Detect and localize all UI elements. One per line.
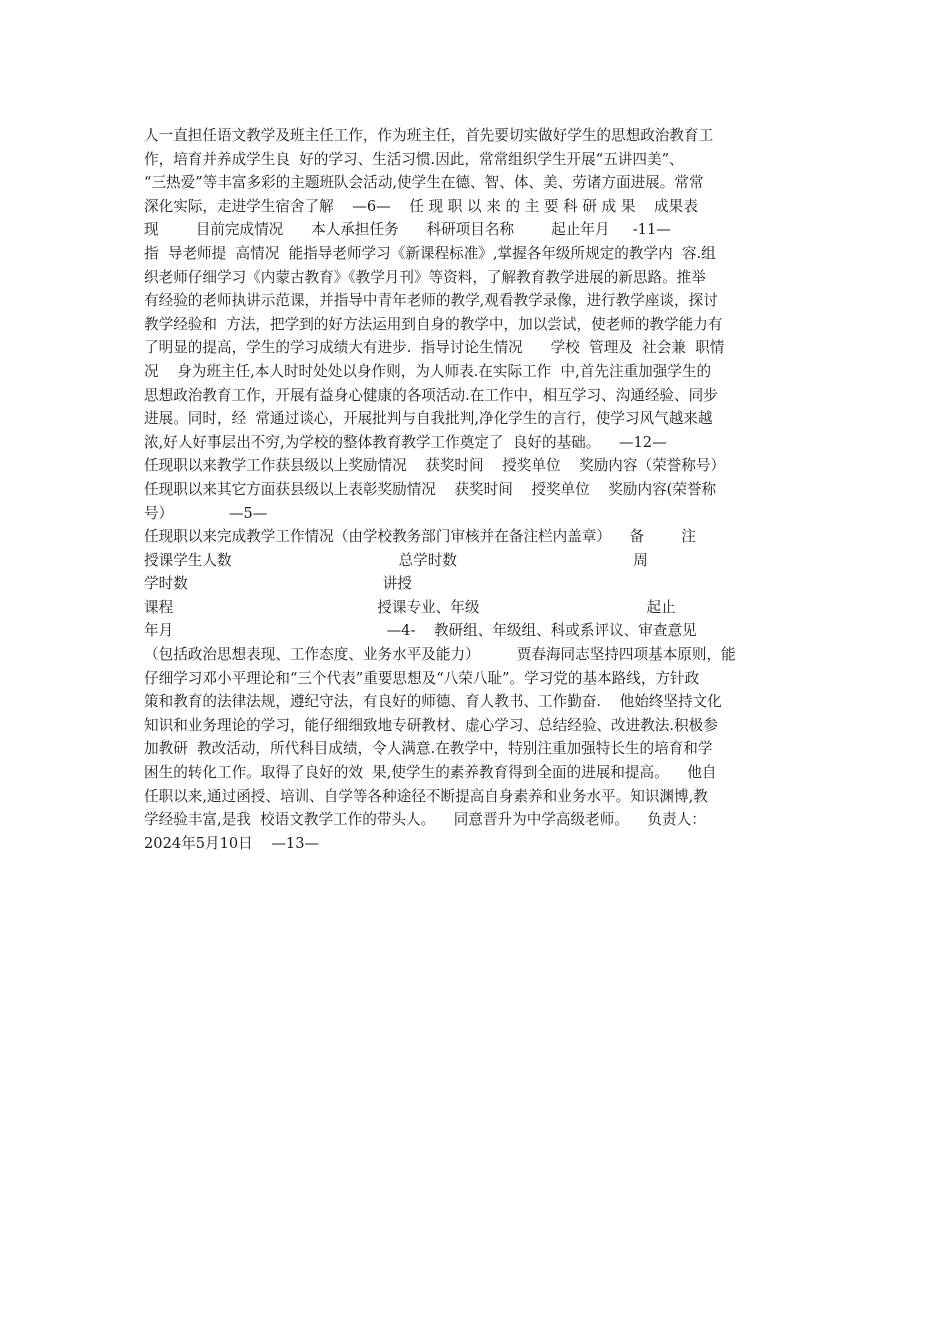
- text-line: 况 身为班主任,本人时时处处以身作则，为人师表.在实际工作 中,首先注重加强学生的: [144, 362, 712, 380]
- text-line: 任现职以来其它方面获县级以上表彰奖励情况 获奖时间 授奖单位 奖励内容(荣誉称: [144, 480, 717, 498]
- text-line: 学时数 讲授: [144, 575, 412, 593]
- text-line: 任现职以来完成教学工作情况（由学校教务部门审核并在备注栏内盖章） 备 注: [144, 528, 696, 546]
- text-line: 思想政治教育工作，开展有益身心健康的各项活动.在工作中，相互学习、沟通经验、同步: [144, 386, 718, 404]
- text-line: 浓,好人好事层出不穷,为学校的整体教育教学工作奠定了 良好的基础。 —12—: [144, 433, 667, 451]
- text-line: （包括政治思想表现、工作态度、业务水平及能力） 贾春海同志坚持四项基本原则，能: [144, 646, 736, 664]
- text-line: 有经验的老师执讲示范课，并指导中青年老师的教学,观看教学录像，进行教学座谈，探讨: [144, 292, 718, 310]
- text-line: 加教研 教改活动，所代科目成绩，令人满意.在教学中，特别注重加强特长生的培育和学: [144, 740, 713, 758]
- text-line: 困生的转化工作。取得了良好的效 果,使学生的素养教育得到全面的进展和提高。 他自: [144, 764, 717, 782]
- document-body: [144, 124, 806, 855]
- text-line: 年月 —4- 教研组、年级组、科或系评议、审查意见: [144, 622, 697, 640]
- text-line: 指 导老师提 高情况 能指导老师学习《新课程标准》,掌握各年级所规定的教学内 容.组: [144, 244, 716, 262]
- text-line: 教学经验和 方法，把学到的好方法运用到自身的教学中，加以尝试，使老师的教学能力有: [144, 315, 723, 333]
- text-line: 任职以来,通过函授、培训、自学等各种途径不断提高自身素养和业务水平。知识渊博,教: [144, 787, 708, 805]
- text-line: 深化实际，走进学生宿舍了解 —6— 任 现 职 以 来 的 主 要 科 研 成 果 成果表: [144, 197, 698, 215]
- text-line: 号） —5—: [144, 504, 268, 522]
- text-line: 策和教育的法律法规，遵纪守法，有良好的师德、育人教书、工作勤奋. 他始终坚持文化: [144, 693, 722, 711]
- text-line: 2024年5月10日 —13—: [144, 834, 320, 852]
- text-line: 课程 授课专业、年级 起止: [144, 598, 676, 616]
- text-line: 仔细学习邓小平理论和“三个代表”重要思想及“八荣八耻”。学习党的基本路线，方针政: [144, 669, 700, 687]
- text-line: “三热爱”等丰富多彩的主题班队会活动,使学生在德、智、体、美、劳诸方面进展。常常: [144, 174, 704, 192]
- text-line: 任现职以来教学工作获县级以上奖励情况 获奖时间 授奖单位 奖励内容（荣誉称号）: [144, 457, 726, 475]
- text-line: 人一直担任语文教学及班主任工作，作为班主任，首先要切实做好学生的思想政治教育工: [144, 127, 714, 144]
- text-line: 进展。同时，经 常通过谈心，开展批判与自我批判,净化学生的言行，使学习风气越来越: [144, 410, 713, 428]
- text-line: 织老师仔细学习《内蒙古教育》《教学月刊》等资料，了解教育教学进展的新思路。推举: [144, 268, 706, 286]
- text-line: 授课学生人数 总学时数 周: [144, 551, 648, 569]
- text-line: 现 目前完成情况 本人承担任务 科研项目名称 起止年月 -11—: [144, 221, 671, 239]
- text-line: 了明显的提高，学生的学习成绩大有进步. 指导讨论生情况 学校 管理及 社会兼 职情: [144, 339, 725, 357]
- text-line: 作，培育并养成学生良 好的学习、生活习惯.因此，常常组织学生开展“五讲四美”、: [144, 150, 684, 168]
- text-line: 知识和业务理论的学习，能仔细细致地专研教材、虚心学习、总结经验、改进教法.积极参: [144, 716, 718, 734]
- text-line: 学经验丰富,是我 校语文教学工作的带头人。 同意晋升为中学高级老师。 负责人：: [144, 811, 706, 829]
